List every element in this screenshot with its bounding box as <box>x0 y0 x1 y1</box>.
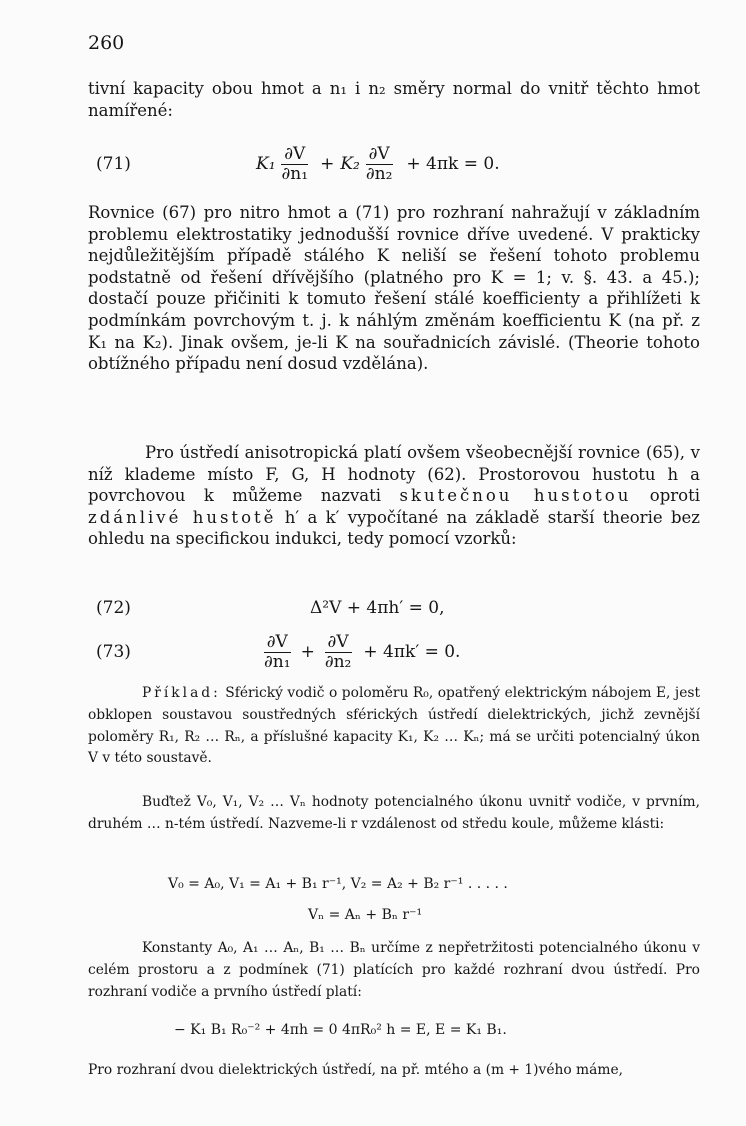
example-paragraph: Příklad: Sférický vodič o poloměru R₀, opatřený elektrickým nábojem E, jest obklopen soustavou soustředných sférických ústředí dielektrických, jichž zevnější poloměry R₁, R₂ … Rₙ, a příslušné kapacity K₁, K₂ … Kₙ; má se určiti potencialný úkon V v této soustavě. <box>88 685 701 767</box>
fraction: $\frac{\partial V}{\text{∂n₂}}$ <box>324 631 352 672</box>
equation-body <box>256 140 500 188</box>
equation-number: (73) <box>96 642 131 662</box>
equation-number: (72) <box>96 598 131 618</box>
formula-line: − K₁ B₁ R₀⁻² + 4πh = 0 4πR₀² h = E, E = K₁ B₁. <box>174 1022 507 1038</box>
fraction: $\frac{\partial V}{\text{∂n₁}}$ <box>281 143 309 184</box>
emphasis: skutečnou hustotou <box>399 486 632 506</box>
equation-body <box>258 628 460 676</box>
fraction: $\frac{\partial V}{\text{∂n₁}}$ <box>264 631 291 672</box>
equation-71 <box>88 140 700 188</box>
operator: + <box>320 154 335 174</box>
equation-body: Δ²V + 4πh′ = 0, <box>310 598 445 618</box>
example-paragraph: Pro rozhraní dvou dielektrických ústředí, na př. mtého a (m + 1)vého máme, <box>88 1062 623 1078</box>
formula-line: V₀ = A₀, V₁ = A₁ + B₁ r⁻¹, V₂ = A₂ + B₂ r⁻¹ . . . . . <box>168 876 508 892</box>
fraction: $\frac{\partial V}{\text{∂n₂}}$ <box>365 143 393 184</box>
formula-line: Vₙ = Aₙ + Bₙ r⁻¹ <box>308 907 423 923</box>
book-page <box>88 0 700 1126</box>
paragraph-intro: tivní kapacity obou hmot a n₁ i n₂ směry normal do vnitř těchto hmot namířené: <box>88 79 700 120</box>
example-title: Příklad: <box>142 685 221 701</box>
example-paragraph: Buďtež V₀, V₁, V₂ … Vₙ hodnoty potencialného úkonu uvnitř vodiče, v prvním, druhém … n-tém ústředí. Nazveme-li r vzdálenost od středu koule, můžeme klásti: <box>88 794 700 832</box>
paragraph-rovnice: Rovnice (67) pro nitro hmot a (71) pro rozhraní nahražují v základním problemu elektrostatiky jednodušší rovnice dříve uvedené. V prakticky nejdůležitějším případě stálého K neliší se řešení tohoto problemu podstatně od řešení dřívějšího (platného pro K = 1; v. §. 43. a 45.); dostačí pouze přičiniti k tomuto řešení stálé koefficienty a přihlížeti k podmínkám povrchovým t. j. k náhlým změnám koefficientu K (na př. z K₁ na K₂). Jinak ovšem, je-li K na souřadnicích závislé. (Theorie tohoto obtížného případu není dosud vzdělána). <box>88 203 700 374</box>
equation-term: K₁ <box>256 154 276 174</box>
equation-73 <box>88 628 700 676</box>
equation-72 <box>88 584 700 632</box>
operator: + <box>300 642 315 662</box>
equation-term: K₂ <box>340 154 360 174</box>
paragraph-anisotropic: Pro ústředí anisotropická platí ovšem všeobecnější rovnice (65), v níž klademe místo F, G, H hodnoty (62). Prostorovou hustotu h a povrchovou k můžeme nazvati skutečnou hustotou oproti zdánlivé hustotě h′ a k′ vypočítané na základě starší theorie bez ohledu na specifickou indukci, tedy pomocí vzorků: <box>88 443 700 549</box>
equation-term: + 4πk′ = 0. <box>363 642 461 662</box>
page-number: 260 <box>88 32 125 54</box>
example-paragraph: Konstanty A₀, A₁ … Aₙ, B₁ … Bₙ určíme z nepřetržitosti potencialného úkonu v celém prostoru a z podmínek (71) platících pro každé rozhraní dvou ústředí. Pro rozhraní vodiče a prvního ústředí platí: <box>88 940 700 1000</box>
equation-number: (71) <box>96 154 131 174</box>
equation-term: + 4πk = 0. <box>406 154 500 174</box>
emphasis: zdánlivé hustotě <box>88 507 277 527</box>
